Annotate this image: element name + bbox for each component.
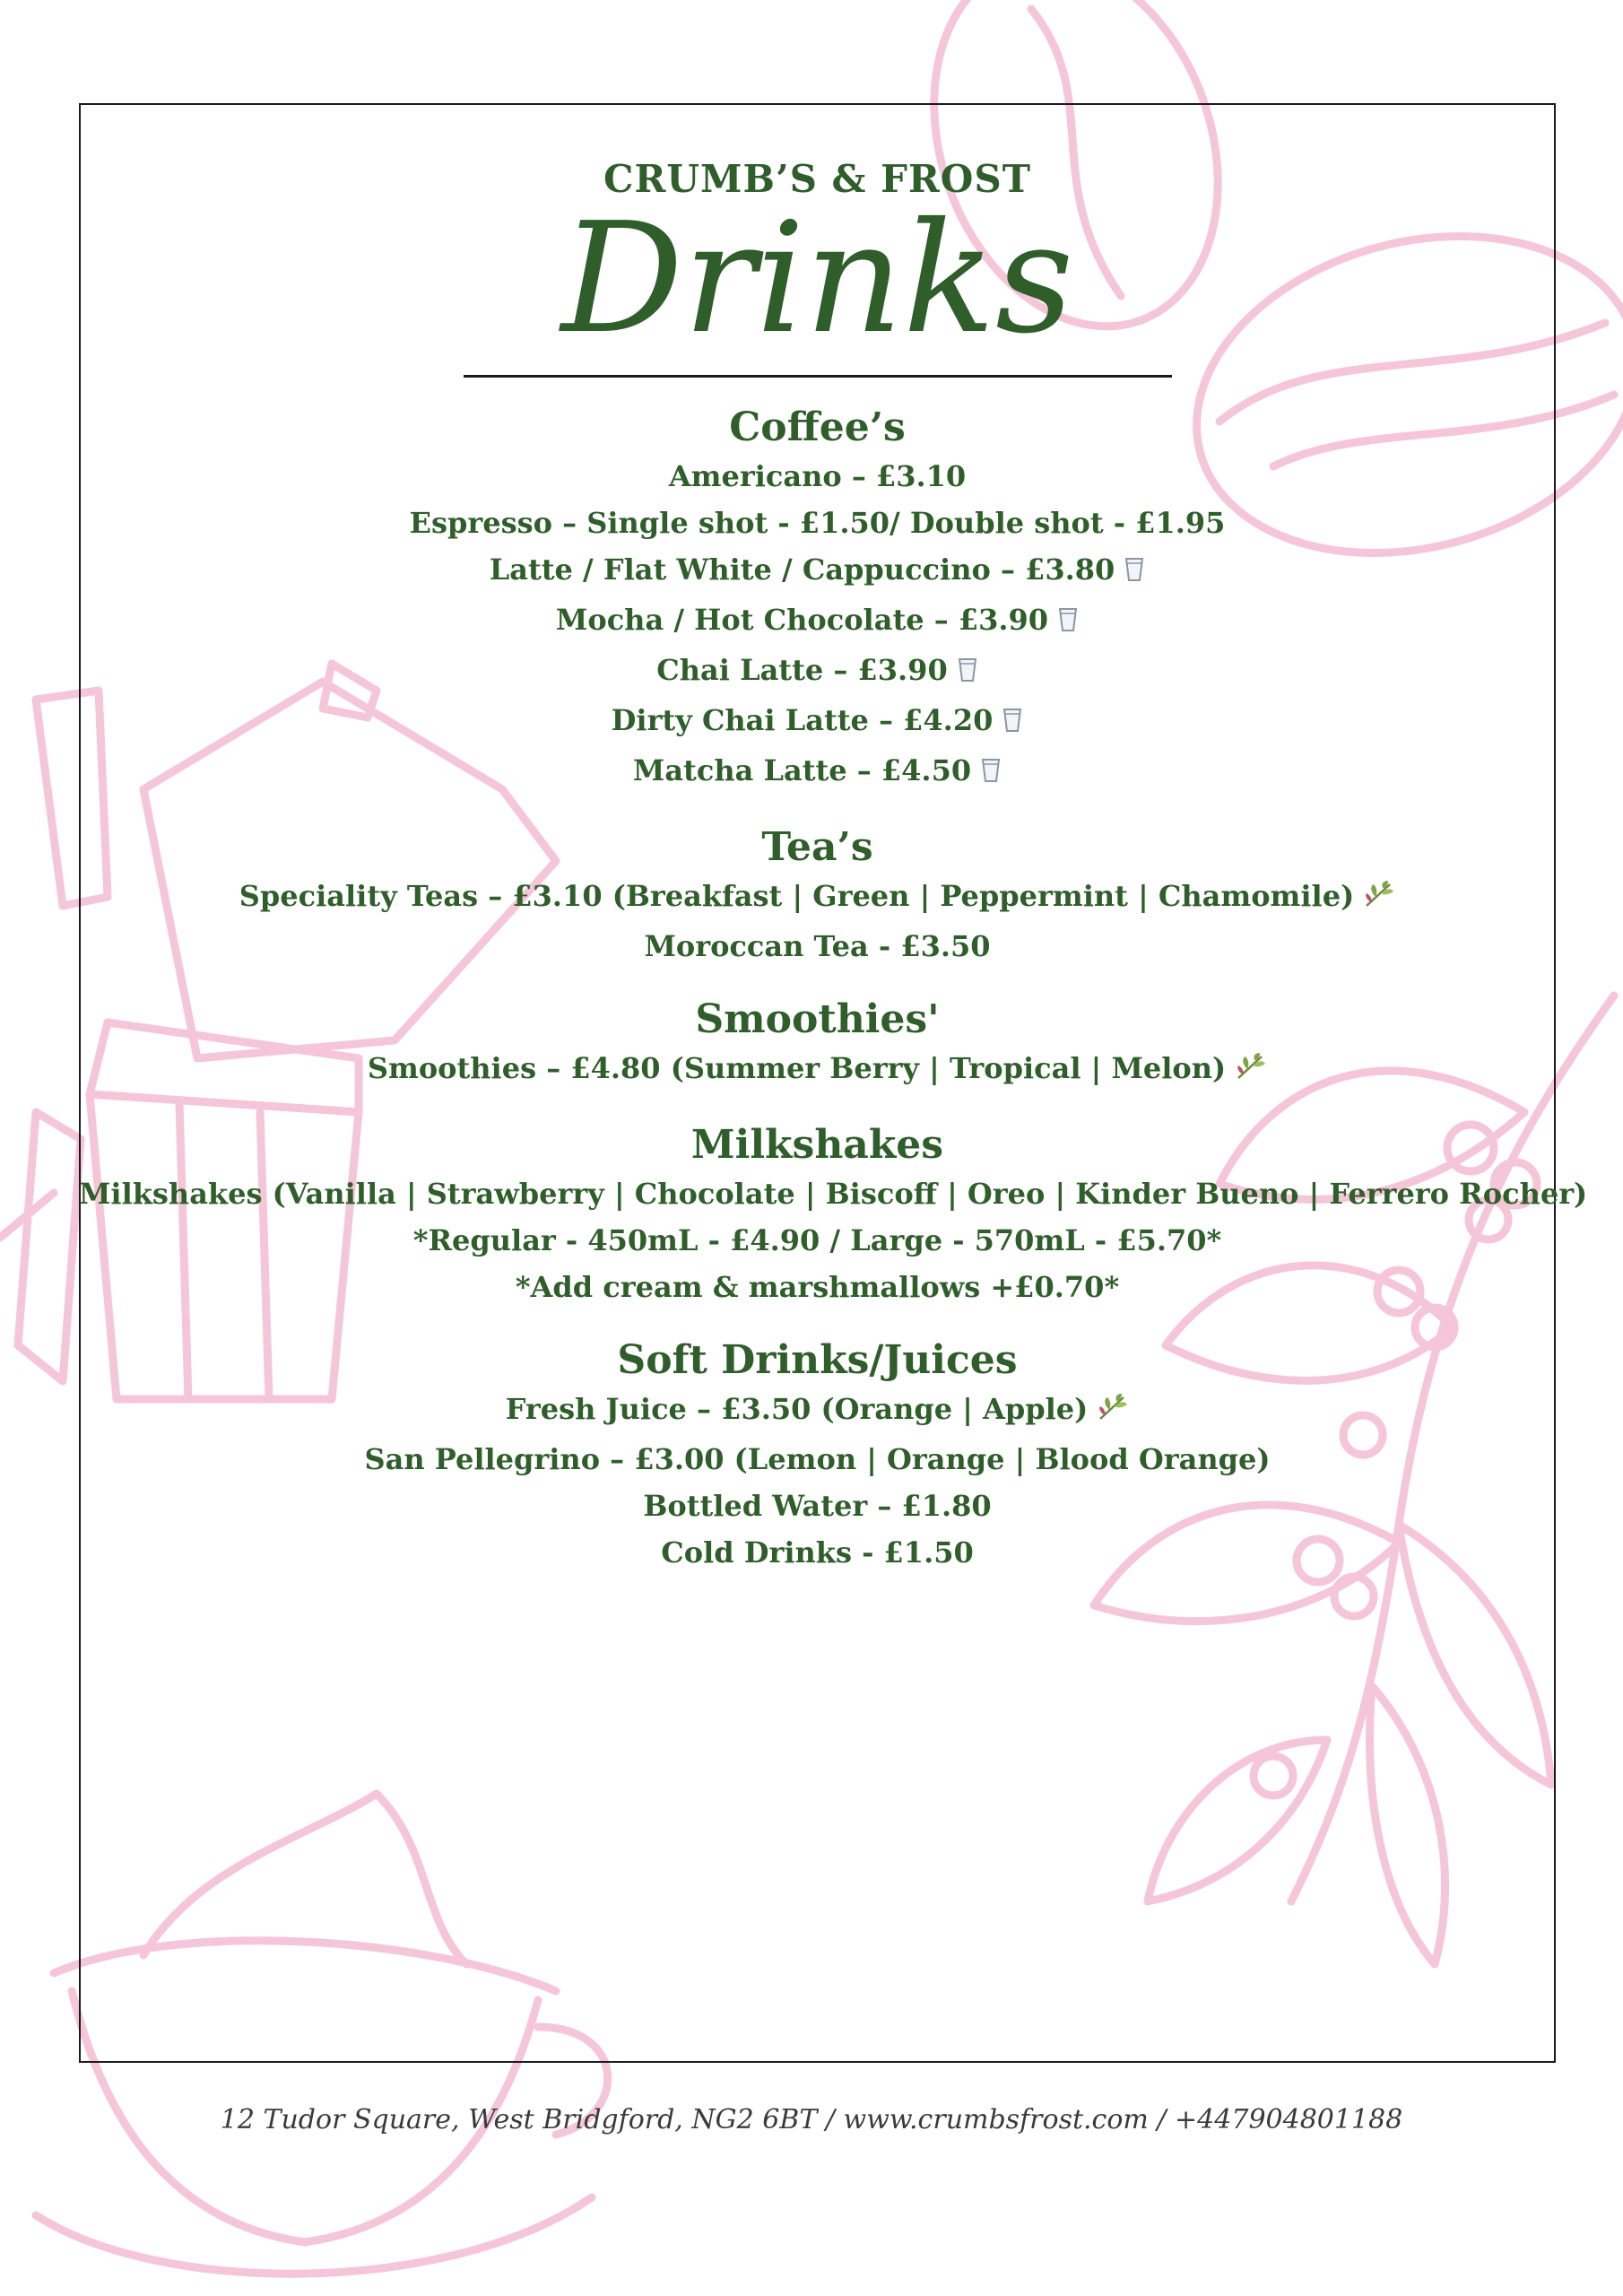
menu-item — [79, 1386, 1556, 1436]
menu-item-text: *Add cream & marshmallows +£0.70* — [515, 1270, 1120, 1304]
menu-item-text: Cold Drinks - £1.50 — [661, 1535, 974, 1570]
menu-section — [79, 995, 1556, 1095]
menu-item-text: Milkshakes (Vanilla | Strawberry | Chocolate | Biscoff | Oreo | Kinder Bueno | Ferrero Rocher) — [79, 1177, 1588, 1211]
menu-item — [79, 546, 1556, 596]
menu-item-text: Americano – £3.10 — [668, 459, 967, 493]
menu-item — [79, 1045, 1556, 1095]
menu-item-text: *Regular - 450mL - £4.90 / Large - 570mL - £5.70* — [412, 1223, 1222, 1257]
menu-section — [79, 403, 1556, 797]
menu-item-text: Matcha Latte – £4.50 — [632, 753, 972, 787]
menu-item-text: Bottled Water – £1.80 — [643, 1489, 992, 1523]
menu-item — [79, 747, 1556, 797]
footer-contact: 12 Tudor Square, West Bridgford, NG2 6BT / www.crumbsfrost.com / +447904801188 — [220, 2104, 1403, 2135]
section-title: Soft Drinks/Juices — [617, 1337, 1018, 1383]
menu-item-text: Chai Latte – £3.90 — [656, 653, 948, 687]
section-title: Milkshakes — [690, 1122, 944, 1168]
section-items — [79, 1170, 1588, 1310]
menu-item — [79, 596, 1556, 647]
menu-item-text: Smoothies – £4.80 (Summer Berry | Tropical | Melon) — [367, 1051, 1227, 1085]
menu-item — [79, 697, 1556, 747]
menu-item — [79, 873, 1556, 923]
cup-icon — [1057, 600, 1079, 647]
menu-item — [79, 500, 1556, 546]
menu-item-text: San Pellegrino – £3.00 (Lemon | Orange | Blood Orange) — [364, 1442, 1271, 1476]
section-items — [79, 1045, 1556, 1095]
section-items — [79, 873, 1556, 970]
menu-item-text: Espresso – Single shot - £1.50/ Double shot - £1.95 — [409, 506, 1226, 540]
section-items — [79, 1386, 1556, 1576]
section-title: Smoothies' — [695, 996, 940, 1042]
menu-item — [79, 923, 1556, 970]
menu-item — [79, 1170, 1588, 1217]
menu-item-text: Fresh Juice – £3.50 (Orange | Apple) — [505, 1392, 1089, 1426]
menu-item — [79, 647, 1556, 697]
cup-icon — [1002, 700, 1023, 747]
menu-item-text: Dirty Chai Latte – £4.20 — [611, 703, 994, 737]
menu-item — [79, 1483, 1556, 1529]
cup-icon — [1124, 550, 1145, 596]
menu-item — [79, 1217, 1556, 1264]
section-title: Coffee’s — [729, 404, 906, 450]
title-divider — [464, 375, 1172, 378]
cup-icon — [957, 650, 978, 697]
menu-section — [79, 1335, 1556, 1576]
brand-name: CRUMB’S & FROST — [603, 157, 1031, 201]
leaf-icon — [1235, 1048, 1267, 1095]
menu-item-text: Mocha / Hot Chocolate – £3.90 — [555, 603, 1049, 637]
menu-item — [79, 1436, 1556, 1483]
menu-content — [79, 103, 1588, 1576]
leaf-icon — [1097, 1389, 1129, 1436]
menu-item-text: Moroccan Tea - £3.50 — [644, 929, 991, 963]
menu-item — [79, 453, 1556, 500]
cup-icon — [980, 751, 1002, 797]
menu-item — [79, 1529, 1556, 1576]
leaf-icon — [1363, 876, 1395, 923]
menu-sections — [79, 403, 1588, 1576]
menu-item — [79, 1264, 1556, 1310]
page-title: Drinks — [560, 190, 1074, 368]
menu-section — [79, 1120, 1588, 1310]
menu-item-text: Latte / Flat White / Cappuccino – £3.80 — [489, 552, 1115, 587]
section-items — [79, 453, 1556, 797]
menu-section — [79, 822, 1556, 970]
section-title: Tea’s — [761, 824, 873, 870]
menu-item-text: Speciality Teas – £3.10 (Breakfast | Green | Peppermint | Chamomile) — [239, 879, 1355, 913]
